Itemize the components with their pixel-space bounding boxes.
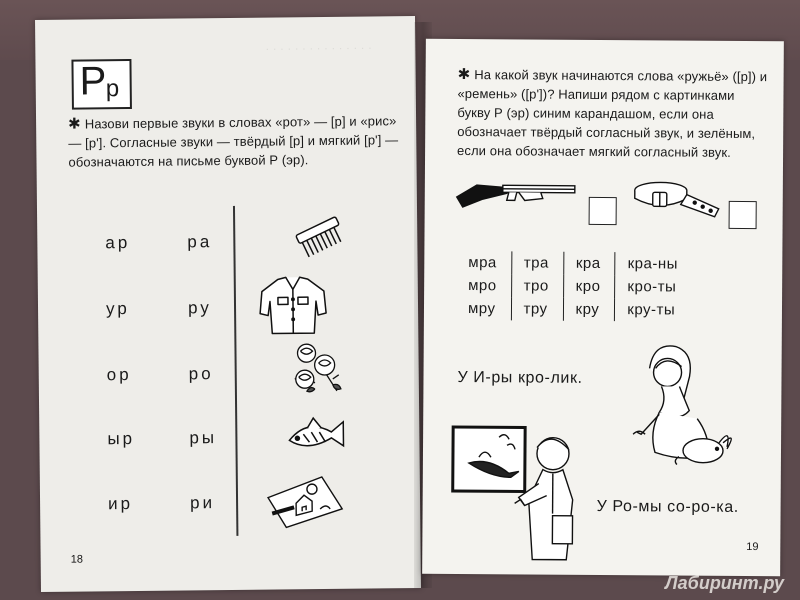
task-instruction <box>68 111 404 172</box>
task-text: На какой звук начинаются слова «ружьё» ([р]) и «ремень» ([р'])? Напиши рядом с картинками букву Р (эр) синим карандашом, если она обозначает твёрдый согласный звук, и зелёным, если она обозначает мягкий согласный звук. <box>457 67 768 160</box>
comb-icon <box>292 213 348 260</box>
girl-rabbit-icon <box>619 338 740 469</box>
drawing-icon <box>262 467 353 530</box>
asterisk-icon: ✱ <box>68 115 81 133</box>
watermark-logo: Лабиринт.ру <box>665 573 784 593</box>
table-cell: мра <box>468 254 497 272</box>
table-row <box>456 251 692 276</box>
shirt-icon <box>256 275 331 338</box>
belt-icon <box>631 178 723 223</box>
table-cell: тро <box>511 274 563 297</box>
syllable-left: ыр <box>107 428 136 449</box>
answer-box-rifle[interactable] <box>589 197 617 225</box>
syllable-right: ра <box>187 232 213 252</box>
table-cell: кро-ты <box>615 275 692 299</box>
syllable-left: ор <box>106 365 132 385</box>
asterisk-icon: ✱ <box>457 65 471 84</box>
letter-box <box>71 59 132 110</box>
table-cell: мро <box>468 277 497 295</box>
task-text: Назови первые звуки в словах «рот» — [р] и «рис» — [р']. Согласные звуки — твёрдый [р] и мягкий [р'] — обозначаются на письме буквой Р (эр). <box>68 113 399 170</box>
syllable-right: ры <box>189 428 218 448</box>
table-cell: тру <box>511 297 563 320</box>
right-page <box>422 39 784 576</box>
table-cell: кру <box>563 298 615 321</box>
table-cell: кра <box>563 252 615 275</box>
table-row <box>456 274 692 299</box>
page-number: 18 <box>70 553 83 566</box>
table-cell: мру <box>467 300 496 318</box>
syllable-right: ро <box>188 364 214 384</box>
table-cell: тра <box>511 251 563 274</box>
sentence-roma: У Ро-мы со-ро-ка. <box>596 497 739 516</box>
syllable-left: ар <box>105 233 131 253</box>
rifle-icon <box>453 173 579 214</box>
answer-box-belt[interactable] <box>729 201 757 229</box>
table-cell: кра-ны <box>615 252 692 276</box>
syllable-table <box>456 251 692 322</box>
syllable-left: ир <box>107 494 134 514</box>
fish-icon <box>281 412 349 459</box>
column-divider <box>233 206 238 536</box>
page-number: 19 <box>746 541 759 554</box>
syllable-right: ри <box>189 493 216 513</box>
sentence-ira: У И-ры кро-лик. <box>457 368 583 387</box>
left-page: · · · · · · · · · · · · · · · Р р ✱ Назови первые звуки в словах «рот» — [р] и «рис» — [р']. Согласные звуки — твёрдый [р] и мягкий [р'] — обозначаются на письме буквой Р (эр). ар ра ур ру ор ро ыр ры ир ри 18 <box>35 16 421 592</box>
syllable-left: ур <box>105 299 130 319</box>
table-cell: кру-ты <box>615 298 692 322</box>
roses-icon <box>286 339 345 398</box>
task-instruction <box>457 65 768 162</box>
table-row <box>456 297 692 322</box>
boy-magpie-icon <box>448 423 599 574</box>
syllable-right: ру <box>187 298 212 318</box>
letter-upper: Р <box>79 59 107 104</box>
table-cell: кро <box>563 275 615 298</box>
letter-lower: р <box>105 75 120 103</box>
